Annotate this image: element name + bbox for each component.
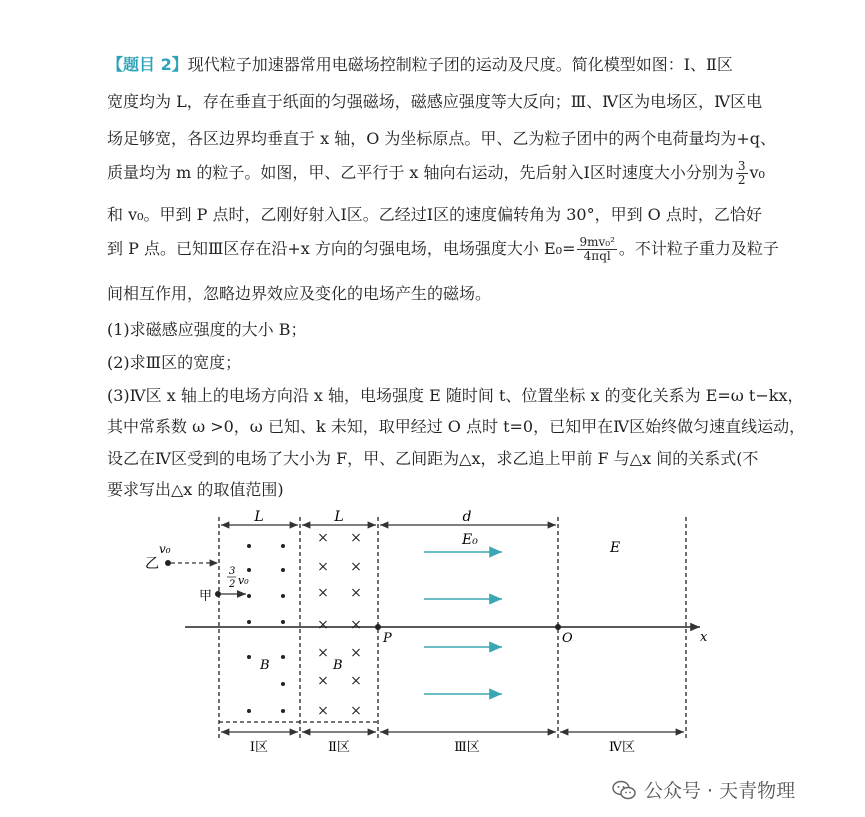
svg-text:×: × [317,559,329,575]
watermark [612,776,795,803]
x-axis-label: x [700,630,708,645]
problem-line-7: 间相互作用，忽略边界效应及变化的电场产生的磁场。 [107,284,492,303]
problem-line-2: 宽度均为 L，存在垂直于纸面的匀强磁场，磁感应强度等大反向；Ⅲ、Ⅳ区为电场区，Ⅳ区电 [107,92,763,111]
particle-yi-dot [165,560,171,566]
particle-jia-speed-tail: v₀ [238,574,249,587]
electric-field-arrows [424,552,502,694]
question-3-line-1: (3)Ⅳ区 x 轴上的电场方向沿 x 轴，电场强度 E 随时间 t、位置坐标 x 的变化关系为 E=ω t−kx， [107,386,804,405]
fraction-3-2: $\frac{3}{2}$ [737,159,746,187]
region-label-2: Ⅱ区 [328,740,350,755]
width-label-3: d [462,509,472,525]
width-label-1: L [254,509,264,525]
svg-text:×: × [350,617,362,633]
point-p-marker [375,624,381,630]
region-label-4: Ⅳ区 [609,740,635,755]
particle-yi-label: 乙 [145,556,159,572]
point-p-label: P [383,631,392,646]
svg-text:×: × [317,617,329,633]
wechat-icon [612,779,636,801]
svg-text:×: × [350,673,362,689]
svg-text:×: × [350,645,362,661]
problem-line-6: 到 P 点。已知Ⅲ区存在沿+x 方向的匀强电场，电场强度大小 E₀= $\frac{\text{9mv₀²}}{\text{4πql}}$ 。不计粒子重力及粒子 [107,235,779,263]
question-2: (2)求Ⅲ区的宽度； [107,353,242,372]
magnetic-field-in-crosses [317,530,362,719]
particle-jia-dot [215,591,221,597]
svg-text:×: × [350,530,362,546]
problem-line-1: 【题目 2】现代粒子加速器常用电磁场控制粒子团的运动及尺度。简化模型如图：Ⅰ、Ⅱ区 [107,55,733,74]
svg-text:×: × [317,645,329,661]
question-3-line-3: 设乙在Ⅳ区受到的电场了大小为 F，甲、乙间距为△x，求乙追上甲前 F 与△x 间的关系式(不 [107,449,759,468]
fraction-e0: $\frac{\text{9mv₀²}}{\text{4πql}}$ [579,235,615,263]
field-label-e: E [610,540,621,556]
question-3-line-2: 其中常系数 ω >0，ω 已知、k 未知，取甲经过 O 点时 t=0，已知甲在Ⅳ区始终做匀速直线运动， [107,417,806,436]
particle-jia-speed-num: 3 [229,566,236,577]
region-label-3: Ⅲ区 [454,740,480,755]
width-label-2: L [334,509,344,525]
svg-text:×: × [350,585,362,601]
svg-text:×: × [317,530,329,546]
point-o-label: O [562,631,573,646]
point-o-marker [555,624,561,630]
particle-jia-speed-den: 2 [229,579,236,590]
particle-jia-label: 甲 [199,589,213,604]
b-label-region-1: B [260,658,270,673]
b-label-region-2: B [333,658,343,673]
problem-line-5: 和 v₀。甲到 P 点时，乙刚好射入Ⅰ区。乙经过Ⅰ区的速度偏转角为 30°，甲到 O 点时，乙恰好 [107,205,762,224]
problem-line-4: 质量均为 m 的粒子。如图，甲、乙平行于 x 轴向右运动，先后射入Ⅰ区时速度大小分别为 $\frac{3}{2}$ v₀ [107,159,765,187]
svg-text:×: × [350,703,362,719]
question-3-line-4: 要求写出△x 的取值范围) [107,480,284,499]
svg-text:×: × [350,559,362,575]
svg-text:×: × [317,703,329,719]
problem-line-3: 场足够宽，各区边界均垂直于 x 轴，O 为坐标原点。甲、乙为粒子团中的两个电荷量均为+q、 [107,129,777,148]
svg-text:×: × [317,585,329,601]
region-boundaries [219,517,686,740]
problem-tag: 【题目 2】 [107,55,188,74]
region-label-1: Ⅰ区 [249,740,269,755]
field-label-e0: E₀ [462,532,478,548]
magnetic-field-out-dots [247,544,285,713]
particle-yi-speed: v₀ [159,542,171,556]
svg-text:×: × [317,673,329,689]
watermark-text: 公众号 · 天青物理 [644,780,796,802]
question-1: (1)求磁感应强度的大小 B； [107,320,307,339]
